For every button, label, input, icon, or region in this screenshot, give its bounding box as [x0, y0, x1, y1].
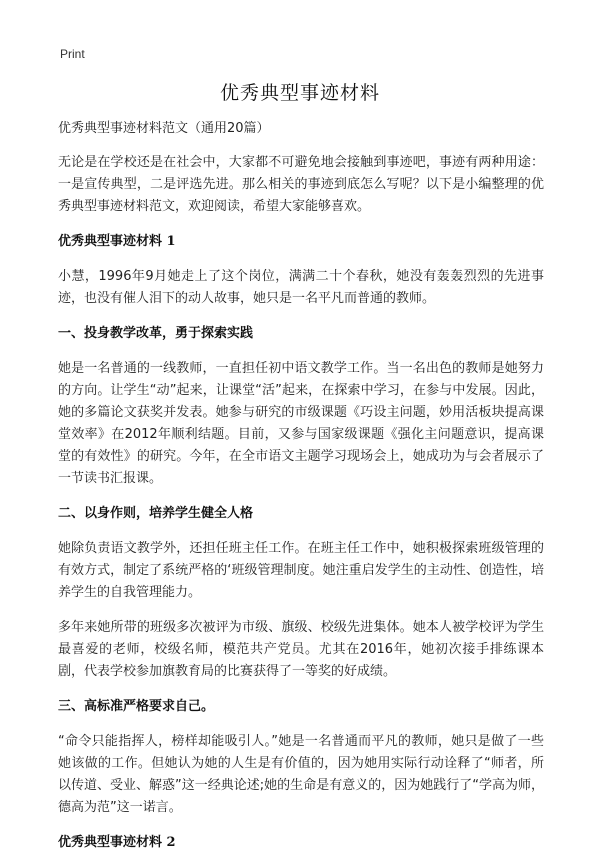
section-2-paragraph-2: 多年来她所带的班级多次被评为市级、旗级、校级先进集体。她本人被学校评为学生最喜爱的老师，校级名师，模范共产党员。尤其在2016年，她初次接手排练课本剧，代表学校参加旗教育局的比赛获得了一等奖的好成绩。 — [58, 620, 544, 679]
section-3-paragraph: “命令只能指挥人，榜样却能吸引人。”她是一名普通而平凡的教师，她只是做了一些她该做的工作。但她认为她的人生是有价值的，因为她用实际行动诠释了“师者，所以传道、受业、解惑”这一经典论述;她的生命是有意义的，因为她践行了“学高为师，德高为范”这一诺言。 — [58, 734, 544, 815]
print-link[interactable]: Print — [60, 47, 85, 61]
article-2-heading: 优秀典型事迹材料 2 — [58, 835, 176, 850]
article-body — [58, 118, 544, 867]
article-1-heading: 优秀典型事迹材料 1 — [58, 234, 176, 249]
section-2-heading: 二、以身作则，培养学生健全人格 — [58, 506, 254, 521]
intro-paragraph: 无论是在学校还是在社会中，大家都不可避免地会接触到事迹吧，事迹有两种用途：一是宣传典型，二是评选先进。那么相关的事迹到底怎么写呢？以下是小编整理的优秀典型事迹材料范文，欢迎阅读，希望大家能够喜欢。 — [58, 155, 544, 214]
section-1-paragraph: 她是一名普通的一线教师，一直担任初中语文教学工作。当一名出色的教师是她努力的方向。让学生“动”起来，让课堂“活”起来，在探索中学习，在参与中发展。因此，她的多篇论文获奖并发表。她参与研究的市级课题《巧设主问题，妙用活板块提高课堂效率》在2012年顺利结题。目前，又参与国家级课题《强化主问题意识，提高课堂的有效性》的研究。今年，在全市语文主题学习现场会上，她成功为与会者展示了一节读书汇报课。 — [58, 361, 544, 486]
section-2-paragraph-1: 她除负责语文教学外，还担任班主任工作。在班主任工作中，她积极探索班级管理的有效方式，制定了系统严格的‘班级管理制度。她注重启发学生的主动性、创造性，培养学生的自我管理能力。 — [58, 541, 544, 600]
section-1-heading: 一、投身教学改革，勇于探索实践 — [58, 326, 254, 341]
page-title: 优秀典型事迹材料 — [219, 82, 380, 104]
article-subtitle: 优秀典型事迹材料范文（通用20篇） — [58, 121, 270, 136]
section-3-heading: 三、高标准严格要求自己。 — [58, 699, 215, 714]
article-1-paragraph: 小慧，1996年9月她走上了这个岗位，满满二十个春秋，她没有轰轰烈烈的先进事迹，也没有催人泪下的动人故事，她只是一名平凡而普通的教师。 — [58, 269, 544, 306]
